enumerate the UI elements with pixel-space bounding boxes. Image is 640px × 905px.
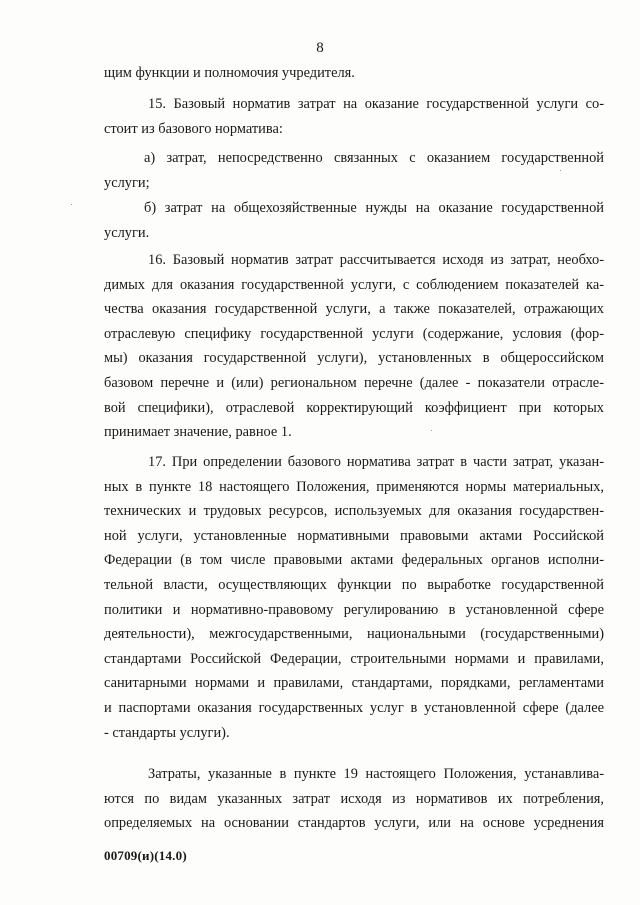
paragraph-16 bbox=[104, 248, 604, 445]
text-line: димых для оказания государственной услуги, с соблюдением показателей ка- bbox=[104, 276, 604, 293]
text-line: отраслевую специфику государственной услуги (содержание, условия (фор- bbox=[104, 325, 604, 342]
scan-speck bbox=[71, 204, 72, 205]
text-line: 17. При определении базового норматива затрат в части затрат, указан- bbox=[148, 454, 604, 470]
text-line: политики и нормативно-правовому регулированию в установленной сфере bbox=[104, 601, 604, 618]
text-line: технических и трудовых ресурсов, используемых для оказания государствен- bbox=[104, 503, 604, 520]
paragraph-15b bbox=[104, 196, 604, 245]
text-line: стоит из базового норматива: bbox=[104, 120, 283, 137]
paragraph-15a bbox=[104, 146, 604, 195]
scan-speck bbox=[560, 170, 561, 171]
text-line: щим функции и полномочия учредителя. bbox=[104, 65, 355, 81]
text-line: санитарными нормами и правилами, стандартами, порядками, регламентами bbox=[104, 675, 604, 692]
text-line: мы) оказания государственной услуги), установленных в общероссийском bbox=[104, 350, 604, 367]
text-line: а) затрат, непосредственно связанных с оказанием государственной bbox=[144, 150, 604, 166]
text-line: деятельности), межгосударственными, национальными (государственными) bbox=[104, 626, 604, 643]
paragraph-costs bbox=[104, 762, 604, 836]
text-line: ются по видам указанных затрат исходя из нормативов их потребления, bbox=[104, 790, 604, 807]
text-line: базовом перечне и (или) региональном перечне (далее - показатели отрасле- bbox=[104, 374, 604, 391]
document-code: 00709(и)(14.0) bbox=[104, 848, 187, 863]
page-number: 8 bbox=[316, 40, 324, 56]
paragraph-carry bbox=[104, 61, 604, 86]
text-line: Федерации (в том числе правовыми актами федеральных органов исполни- bbox=[104, 552, 604, 569]
paragraph-15 bbox=[104, 92, 604, 141]
text-line: тельной власти, осуществляющих функции по выработке государственной bbox=[104, 576, 604, 593]
text-line: - стандарты услуги). bbox=[104, 724, 230, 741]
text-line: ной услуги, установленные нормативными правовыми актами Российской bbox=[104, 527, 604, 544]
text-line: определяемых на основании стандартов услуги, или на основе усреднения bbox=[104, 815, 604, 832]
text-line: б) затрат на общехозяйственные нужды на оказание государственной bbox=[144, 200, 604, 216]
text-line: услуги. bbox=[104, 224, 150, 241]
text-line: услуги; bbox=[104, 174, 150, 191]
text-line: чества оказания государственной услуги, а также показателей, отражающих bbox=[104, 301, 604, 318]
paragraph-17 bbox=[104, 450, 604, 745]
text-line: вой специфики), отраслевой корректирующий коэффициент при которых bbox=[104, 399, 604, 416]
text-line: 16. Базовый норматив затрат рассчитывается исходя из затрат, необхо- bbox=[148, 252, 604, 268]
text-line: принимает значение, равное 1. bbox=[104, 424, 292, 441]
scan-speck bbox=[431, 430, 432, 431]
text-line: и паспортами оказания государственных услуг в установленной сфере (далее bbox=[104, 699, 604, 716]
text-line: стандартами Российской Федерации, строительными нормами и правилами, bbox=[104, 650, 604, 667]
text-line: Затраты, указанные в пункте 19 настоящего Положения, устанавлива- bbox=[148, 766, 604, 782]
text-line: ных в пункте 18 настоящего Положения, применяются нормы материальных, bbox=[104, 478, 604, 495]
text-line: 15. Базовый норматив затрат на оказание государственной услуги со- bbox=[148, 96, 604, 112]
